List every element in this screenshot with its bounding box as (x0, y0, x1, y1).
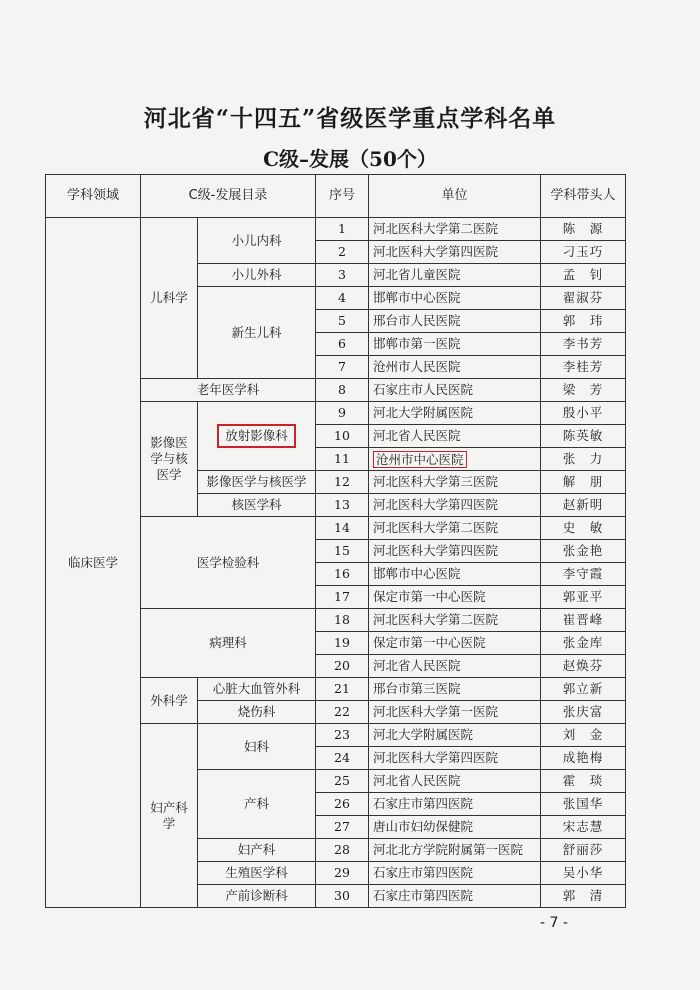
subject-cell: 病理科 (141, 609, 316, 678)
seq-cell: 18 (316, 609, 369, 632)
leader-cell: 郭 玮 (541, 310, 626, 333)
leader-cell: 郭 清 (541, 885, 626, 908)
unit-cell: 河北医科大学第二医院 (369, 517, 541, 540)
subject-cell: 烧伤科 (198, 701, 316, 724)
unit-cell-highlighted (369, 448, 541, 471)
leader-cell: 崔晋峰 (541, 609, 626, 632)
subject-cell: 心脏大血管外科 (198, 678, 316, 701)
leader-cell: 郭立新 (541, 678, 626, 701)
unit-cell: 邢台市人民医院 (369, 310, 541, 333)
unit-cell: 河北医科大学第三医院 (369, 471, 541, 494)
unit-cell: 河北医科大学第四医院 (369, 540, 541, 563)
seq-cell: 9 (316, 402, 369, 425)
unit-cell: 河北省人民医院 (369, 655, 541, 678)
highlight-box: 放射影像科 (217, 424, 296, 448)
leader-cell: 陈 源 (541, 218, 626, 241)
leader-cell: 孟 钊 (541, 264, 626, 287)
leader-cell: 张金艳 (541, 540, 626, 563)
seq-cell: 14 (316, 517, 369, 540)
leader-cell: 史 敏 (541, 517, 626, 540)
unit-cell: 邢台市第三医院 (369, 678, 541, 701)
table-header-row (46, 175, 626, 218)
unit-cell: 保定市第一中心医院 (369, 632, 541, 655)
seq-cell: 27 (316, 816, 369, 839)
leader-cell: 赵焕芬 (541, 655, 626, 678)
header-catalog: C级-发展目录 (141, 175, 316, 218)
seq-cell: 3 (316, 264, 369, 287)
subject-cell: 核医学科 (198, 494, 316, 517)
seq-cell: 21 (316, 678, 369, 701)
subject-cell: 产科 (198, 770, 316, 839)
leader-cell: 解 朋 (541, 471, 626, 494)
seq-cell: 10 (316, 425, 369, 448)
leader-cell: 郭亚平 (541, 586, 626, 609)
leader-cell: 张 力 (541, 448, 626, 471)
leader-cell: 张金库 (541, 632, 626, 655)
seq-cell: 30 (316, 885, 369, 908)
leader-cell: 陈英敏 (541, 425, 626, 448)
subject-cell: 小儿外科 (198, 264, 316, 287)
subject-cell: 老年医学科 (141, 379, 316, 402)
subject-cell: 影像医学与核医学 (198, 471, 316, 494)
unit-cell: 河北省人民医院 (369, 425, 541, 448)
seq-cell: 17 (316, 586, 369, 609)
subject-cell: 产前诊断科 (198, 885, 316, 908)
unit-cell: 河北省儿童医院 (369, 264, 541, 287)
subject-cell: 小儿内科 (198, 218, 316, 264)
group-clinical: 临床医学 (46, 218, 141, 908)
leader-cell: 霍 琰 (541, 770, 626, 793)
page-number: - 7 - (540, 915, 568, 931)
header-field: 学科领域 (46, 175, 141, 218)
unit-cell: 保定市第一中心医院 (369, 586, 541, 609)
seq-cell: 15 (316, 540, 369, 563)
leader-cell: 宋志慧 (541, 816, 626, 839)
leader-cell: 成艳梅 (541, 747, 626, 770)
seq-cell: 19 (316, 632, 369, 655)
leader-cell: 殷小平 (541, 402, 626, 425)
unit-cell: 河北大学附属医院 (369, 402, 541, 425)
seq-cell: 16 (316, 563, 369, 586)
discipline-table (45, 174, 626, 908)
group-obgyn: 妇产科学 (141, 724, 198, 908)
group-pediatrics: 儿科学 (141, 218, 198, 379)
group-surgery: 外科学 (141, 678, 198, 724)
seq-cell: 8 (316, 379, 369, 402)
unit-cell: 河北医科大学第四医院 (369, 747, 541, 770)
document-subtitle: C级–发展（50个） (263, 147, 437, 171)
unit-cell: 邯郸市中心医院 (369, 287, 541, 310)
leader-cell: 翟淑芬 (541, 287, 626, 310)
seq-cell: 25 (316, 770, 369, 793)
unit-cell: 邯郸市中心医院 (369, 563, 541, 586)
seq-cell: 7 (316, 356, 369, 379)
leader-cell: 李守霞 (541, 563, 626, 586)
leader-cell: 张庆富 (541, 701, 626, 724)
subject-cell: 妇产科 (198, 839, 316, 862)
unit-cell: 河北医科大学第四医院 (369, 241, 541, 264)
leader-cell: 张国华 (541, 793, 626, 816)
unit-cell: 沧州市人民医院 (369, 356, 541, 379)
seq-cell: 11 (316, 448, 369, 471)
seq-cell: 23 (316, 724, 369, 747)
table-row (46, 218, 626, 241)
unit-cell: 河北医科大学第二医院 (369, 609, 541, 632)
seq-cell: 13 (316, 494, 369, 517)
leader-cell: 赵新明 (541, 494, 626, 517)
unit-cell: 石家庄市人民医院 (369, 379, 541, 402)
subject-cell: 生殖医学科 (198, 862, 316, 885)
leader-cell: 吴小华 (541, 862, 626, 885)
leader-cell: 梁 芳 (541, 379, 626, 402)
seq-cell: 26 (316, 793, 369, 816)
seq-cell: 29 (316, 862, 369, 885)
unit-cell: 河北大学附属医院 (369, 724, 541, 747)
unit-cell: 石家庄市第四医院 (369, 885, 541, 908)
seq-cell: 2 (316, 241, 369, 264)
unit-cell: 邯郸市第一医院 (369, 333, 541, 356)
subject-cell: 妇科 (198, 724, 316, 770)
unit-cell: 石家庄市第四医院 (369, 793, 541, 816)
subject-cell: 医学检验科 (141, 517, 316, 609)
seq-cell: 28 (316, 839, 369, 862)
header-unit: 单位 (369, 175, 541, 218)
unit-cell: 河北医科大学第四医院 (369, 494, 541, 517)
leader-cell: 刁玉巧 (541, 241, 626, 264)
unit-cell: 河北北方学院附属第一医院 (369, 839, 541, 862)
unit-cell: 唐山市妇幼保健院 (369, 816, 541, 839)
seq-cell: 6 (316, 333, 369, 356)
subject-cell-highlighted (198, 402, 316, 471)
leader-cell: 李书芳 (541, 333, 626, 356)
seq-cell: 1 (316, 218, 369, 241)
seq-cell: 22 (316, 701, 369, 724)
document-title: 河北省“十四五”省级医学重点学科名单 (143, 105, 557, 132)
header-leader: 学科带头人 (541, 175, 626, 218)
seq-cell: 12 (316, 471, 369, 494)
unit-cell: 河北省人民医院 (369, 770, 541, 793)
leader-cell: 舒丽莎 (541, 839, 626, 862)
seq-cell: 5 (316, 310, 369, 333)
seq-cell: 24 (316, 747, 369, 770)
highlight-box: 沧州市中心医院 (373, 451, 467, 468)
leader-cell: 李桂芳 (541, 356, 626, 379)
subject-cell: 新生儿科 (198, 287, 316, 379)
seq-cell: 20 (316, 655, 369, 678)
leader-cell: 刘 金 (541, 724, 626, 747)
unit-cell: 河北医科大学第二医院 (369, 218, 541, 241)
seq-cell: 4 (316, 287, 369, 310)
unit-cell: 石家庄市第四医院 (369, 862, 541, 885)
unit-cell: 河北医科大学第一医院 (369, 701, 541, 724)
header-seq: 序号 (316, 175, 369, 218)
group-imaging: 影像医学与核医学 (141, 402, 198, 517)
